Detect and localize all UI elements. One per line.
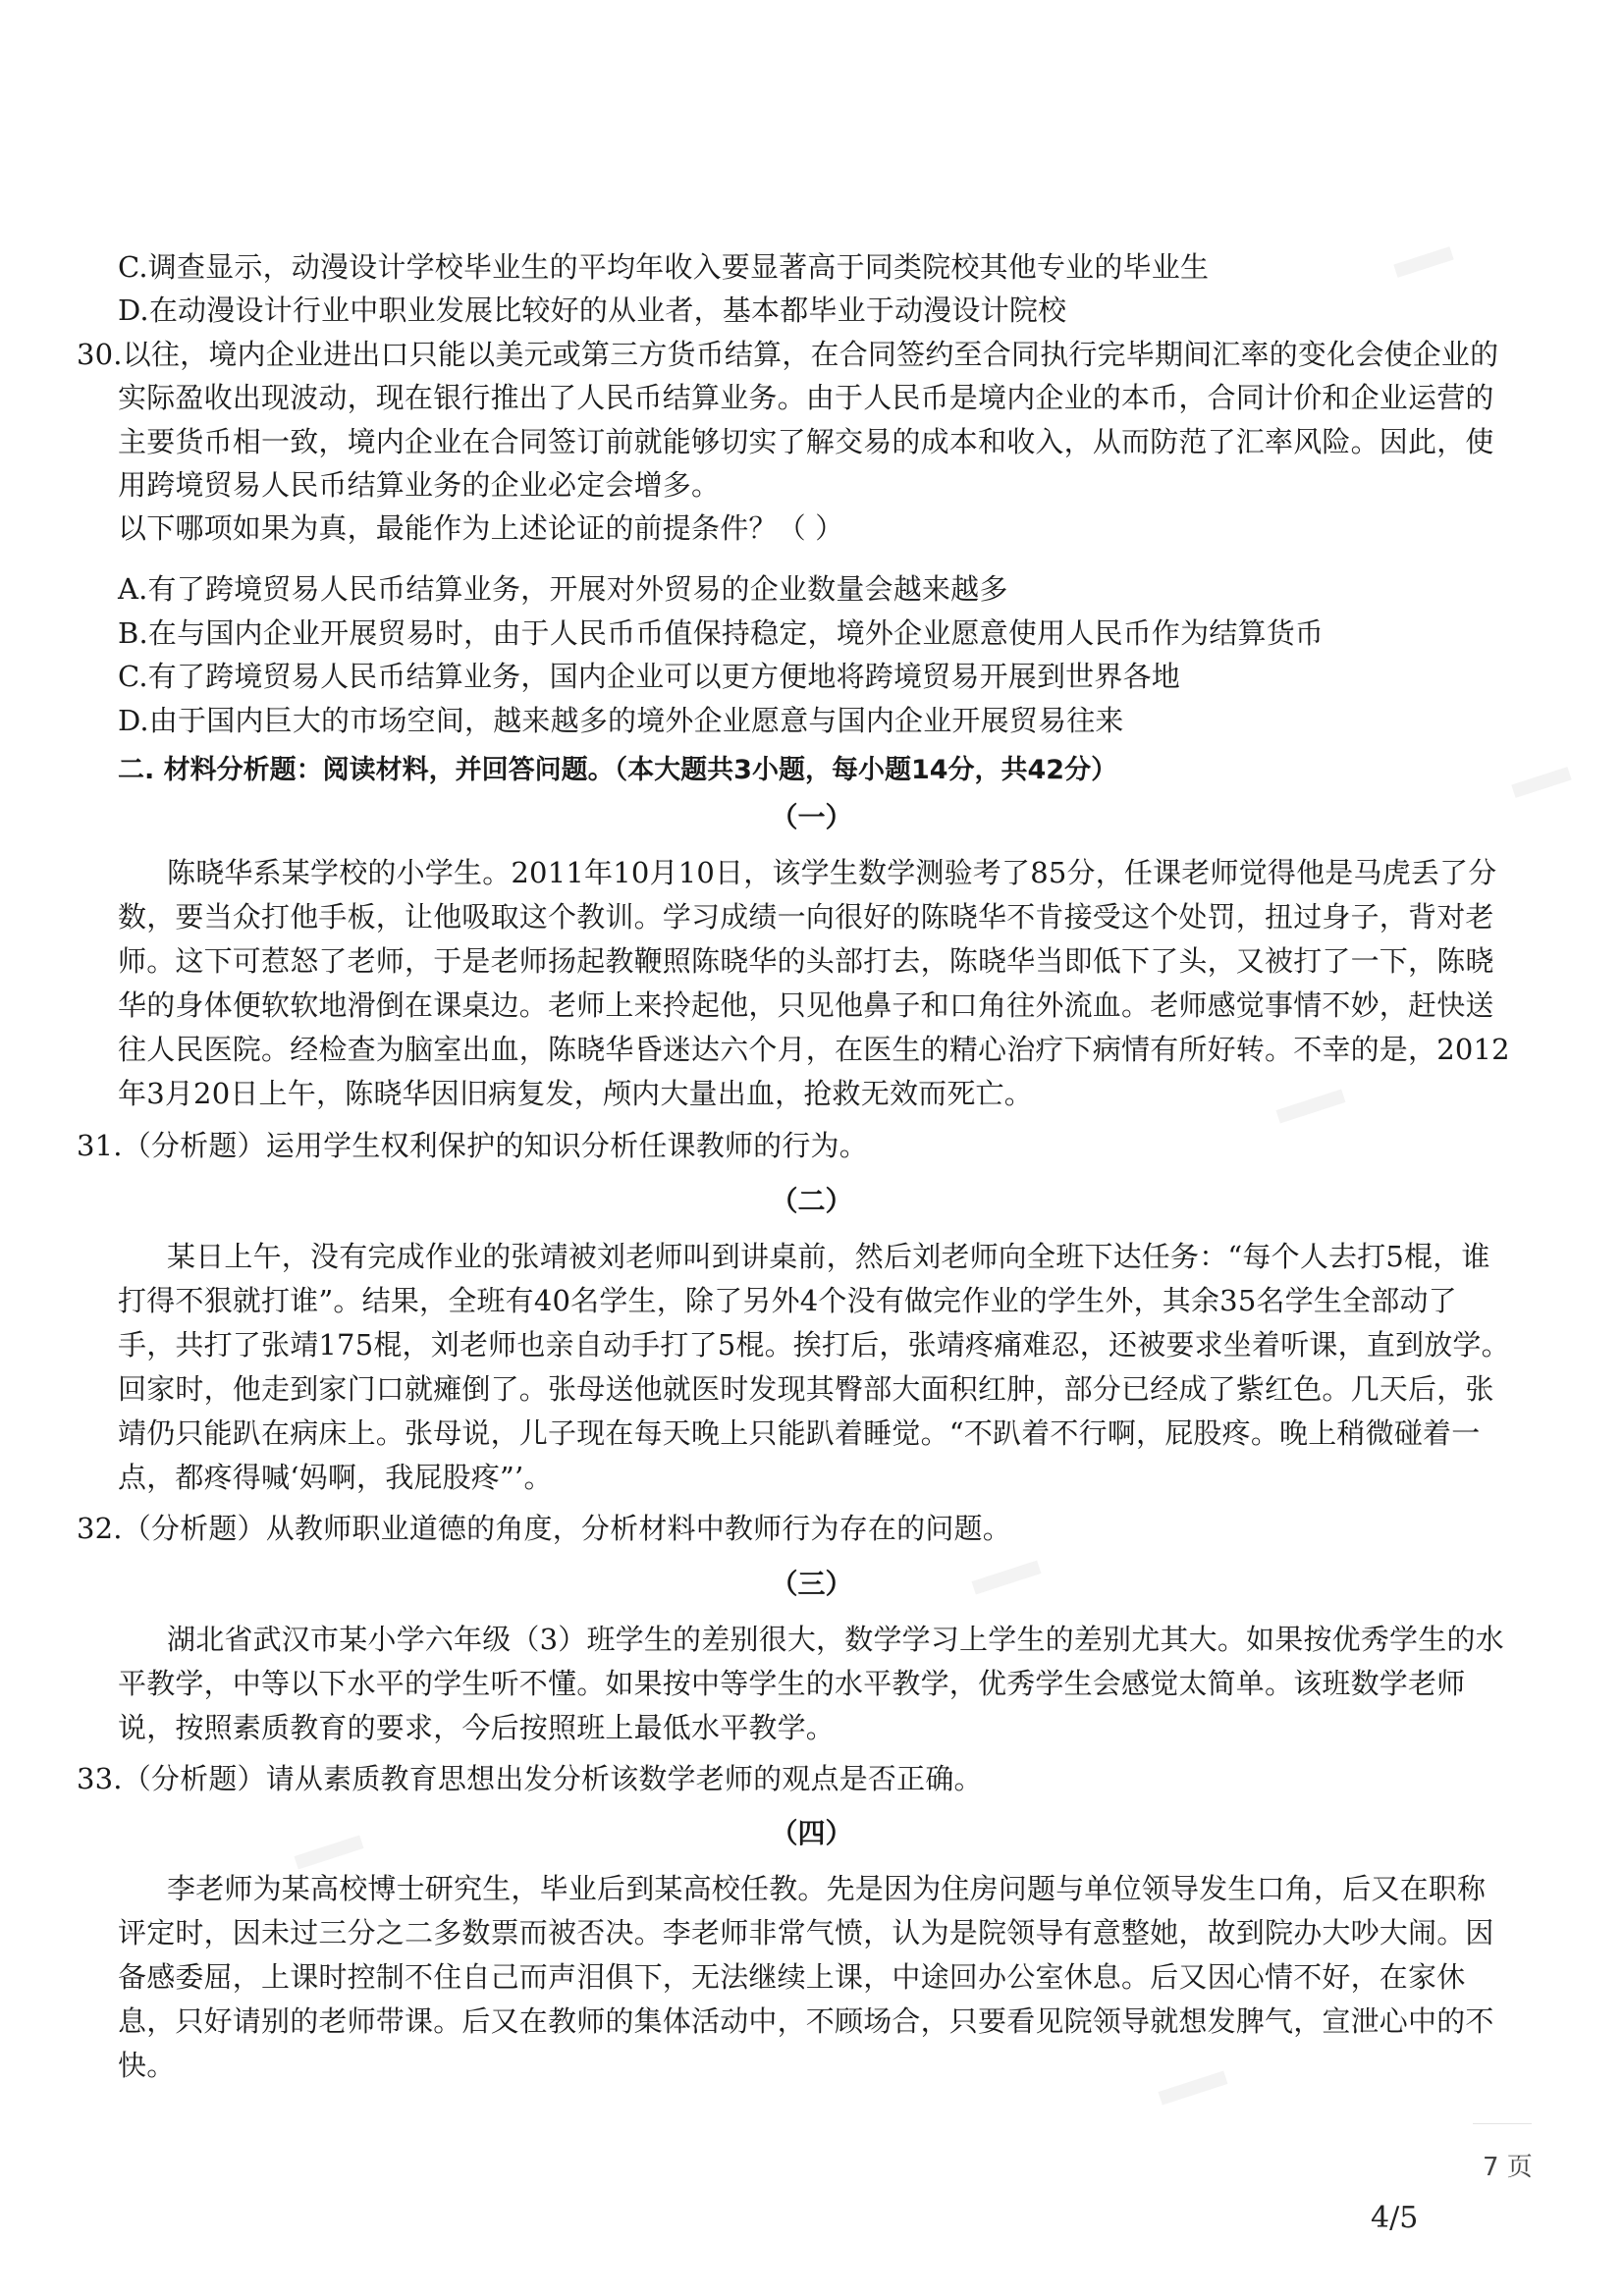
material-2-line-5: 靖仍只能趴在病床上。张母说，儿子现在每天晚上只能趴着睡觉。“不趴着不行啊，屁股疼。晚上稍微碰着一 xyxy=(118,1416,1481,1450)
question-33: 33.（分析题）请从素质教育思想出发分析该数学老师的观点是否正确。 xyxy=(77,1762,983,1795)
footer-divider xyxy=(1473,2123,1532,2124)
material-1-line-5: 往人民医院。经检查为脑室出血，陈晓华昏迷达六个月，在医生的精心治疗下病情有所好转。不幸的是，2012 xyxy=(118,1033,1510,1066)
q30-stem-line-2: 实际盈收出现波动，现在银行推出了人民币结算业务。由于人民币是境内企业的本币，合同计价和企业运营的 xyxy=(118,381,1494,414)
material-3-line-3: 说，按照素质教育的要求，今后按照班上最低水平教学。 xyxy=(118,1711,836,1744)
material-4-line-5: 快。 xyxy=(118,2049,176,2082)
material-3-line-1: 湖北省武汉市某小学六年级（3）班学生的差别很大，数学学习上学生的差别尤其大。如果按优秀学生的水 xyxy=(167,1623,1504,1656)
watermark-mark xyxy=(1159,2071,1228,2106)
material-3-line-2: 平教学，中等以下水平的学生听不懂。如果按中等学生的水平教学，优秀学生会感觉太简单。该班数学老师 xyxy=(118,1667,1466,1700)
material-4-line-2: 评定时，因未过三分之二多数票而被否决。李老师非常气愤，认为是院领导有意整她，故到院办大吵大闹。因 xyxy=(118,1916,1494,1949)
q30-option-c: C.有了跨境贸易人民币结算业务，国内企业可以更方便地将跨境贸易开展到世界各地 xyxy=(118,660,1180,693)
material-4-heading: （四） xyxy=(770,1817,853,1849)
q30-option-b: B.在与国内企业开展贸易时，由于人民币币值保持稳定，境外企业愿意使用人民币作为结算货币 xyxy=(118,616,1325,650)
material-1-line-6: 年3月20日上午，陈晓华因旧病复发，颅内大量出血，抢救无效而死亡。 xyxy=(118,1077,1033,1110)
material-4-line-4: 息，只好请别的老师带课。后又在教师的集体活动中，不顾场合，只要看见院领导就想发脾气，宣泄心中的不 xyxy=(118,2004,1494,2038)
q29-option-c: C.调查显示，动漫设计学校毕业生的平均年收入要显著高于同类院校其他专业的毕业生 xyxy=(118,250,1210,284)
material-1-line-1: 陈晓华系某学校的小学生。2011年10月10日，该学生数学测验考了85分，任课老师觉得他是马虎丢了分 xyxy=(167,856,1497,889)
material-2-heading: （二） xyxy=(770,1185,853,1217)
material-2-line-1: 某日上午，没有完成作业的张靖被刘老师叫到讲桌前，然后刘老师向全班下达任务：“每个人去打5棍，谁 xyxy=(167,1240,1490,1273)
section-2-title: 二. 材料分析题：阅读材料，并回答问题。（本大题共3小题，每小题14分，共42分） xyxy=(118,755,1118,785)
page-number: 4/5 xyxy=(1371,2201,1419,2235)
q30-option-d: D.由于国内巨大的市场空间，越来越多的境外企业愿意与国内企业开展贸易往来 xyxy=(118,704,1124,737)
material-1-heading: （一） xyxy=(770,801,853,833)
q30-stem-line-4: 用跨境贸易人民币结算业务的企业必定会增多。 xyxy=(118,468,721,502)
q29-option-d: D.在动漫设计行业中职业发展比较好的从业者，基本都毕业于动漫设计院校 xyxy=(118,294,1067,327)
material-2-line-2: 打得不狠就打谁”。结果，全班有40名学生，除了另外4个没有做完作业的学生外，其余35名学生全部动了 xyxy=(118,1284,1457,1317)
material-2-line-3: 手，共打了张靖175棍，刘老师也亲自动手打了5棍。挨打后，张靖疼痛难忍，还被要求坐着听课，直到放学。 xyxy=(118,1328,1510,1362)
material-4-line-3: 备感委屈，上课时控制不住自己而声泪俱下，无法继续上课，中途回办公室休息。后又因心情不好，在家休 xyxy=(118,1960,1466,1994)
material-4-line-1: 李老师为某高校博士研究生，毕业后到某高校任教。先是因为住房问题与单位领导发生口角，后又在职称 xyxy=(167,1872,1487,1905)
material-1-line-2: 数，要当众打他手板，让他吸取这个教训。学习成绩一向很好的陈晓华不肯接受这个处罚，扭过身子，背对老 xyxy=(118,900,1494,934)
material-1-line-4: 华的身体便软软地滑倒在课桌边。老师上来拎起他，只见他鼻子和口角往外流血。老师感觉事情不妙，赶快送 xyxy=(118,988,1494,1022)
question-31: 31.（分析题）运用学生权利保护的知识分析任课教师的行为。 xyxy=(77,1129,868,1162)
q30-option-a: A.有了跨境贸易人民币结算业务，开展对外贸易的企业数量会越来越多 xyxy=(118,572,1008,606)
q30-stem-line-3: 主要货币相一致，境内企业在合同签订前就能够切实了解交易的成本和收入，从而防范了汇率风险。因此，使 xyxy=(118,425,1494,458)
q30-stem-line-1: 30.以往，境内企业进出口只能以美元或第三方货币结算，在合同签约至合同执行完毕期间汇率的变化会使企业的 xyxy=(77,338,1499,371)
material-3-heading: （三） xyxy=(770,1568,853,1600)
question-32: 32.（分析题）从教师职业道德的角度，分析材料中教师行为存在的问题。 xyxy=(77,1512,1011,1545)
material-2-line-4: 回家时，他走到家门口就瘫倒了。张母送他就医时发现其臀部大面积红肿，部分已经成了紫红色。几天后，张 xyxy=(118,1372,1494,1406)
material-1-line-3: 师。这下可惹怒了老师，于是老师扬起教鞭照陈晓华的头部打去，陈晓华当即低下了头，又被打了一下，陈晓 xyxy=(118,944,1494,978)
watermark-mark xyxy=(1393,246,1453,278)
page-label: 7 页 xyxy=(1483,2153,1533,2182)
material-2-line-6: 点，都疼得喊‘妈啊，我屁股疼”’。 xyxy=(118,1461,553,1494)
watermark-mark xyxy=(1276,1090,1346,1124)
watermark-mark xyxy=(1511,767,1571,798)
q30-prompt: 以下哪项如果为真，最能作为上述论证的前提条件？（ ） xyxy=(118,511,844,545)
